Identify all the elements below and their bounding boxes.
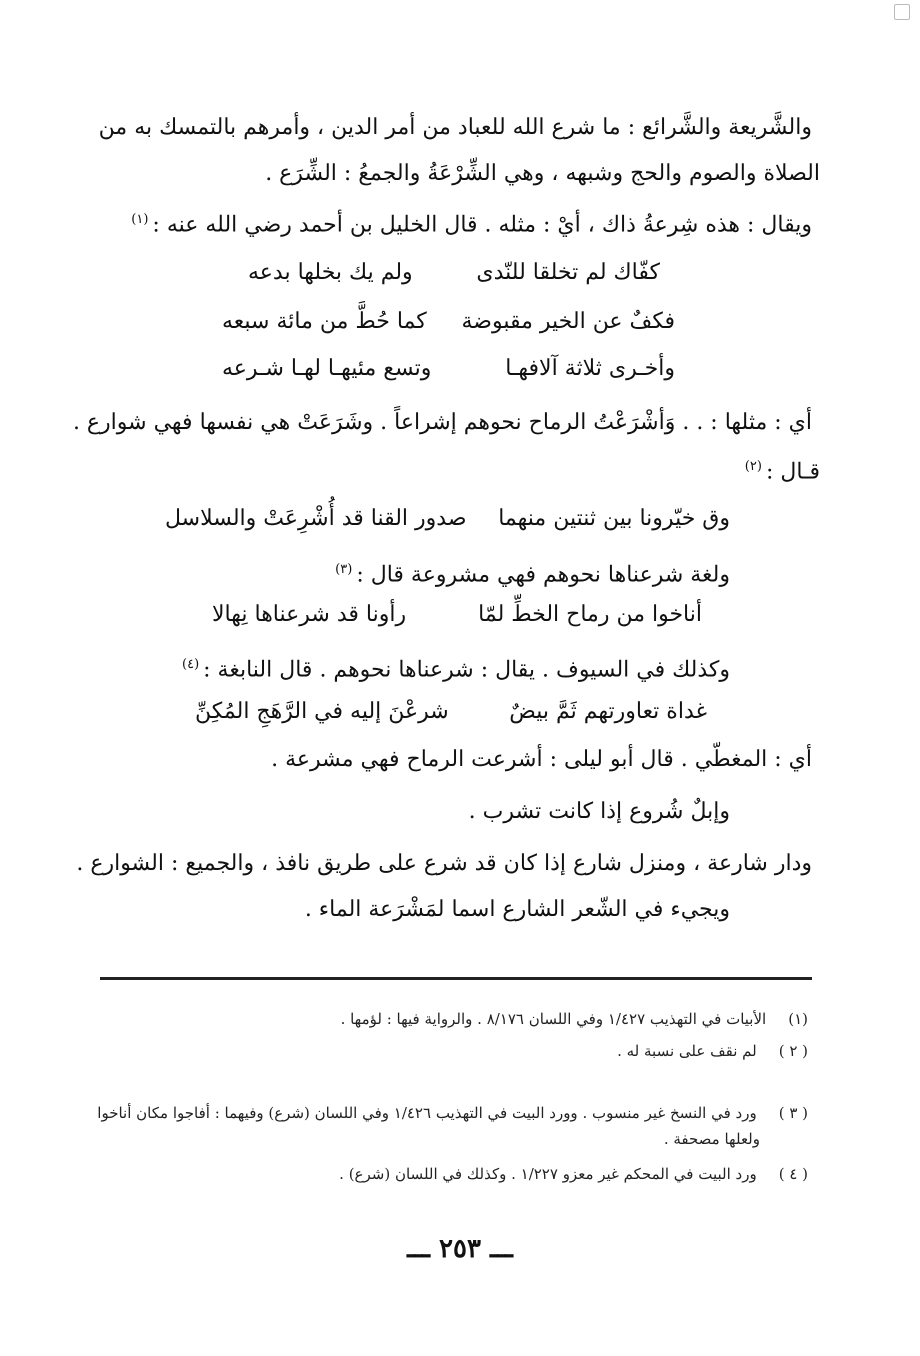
body-line [182, 650, 730, 685]
body-text: وكذلك في السيوف . يقال : شرعناها نحوهم . قال النابغة : [203, 657, 730, 683]
body-line: الصلاة والصوم والحج وشبهه ، وهي الشِّرْعَةُ والجمعُ : الشِّرَع . [265, 161, 820, 186]
body-line: والشَّريعة والشَّرائع : ما شرع الله للعباد من أمر الدين ، وأمرهم بالتمسك به من [98, 115, 812, 140]
footnote-number: ( ٢ ) [778, 1042, 808, 1060]
footnote-ref: (٢) [744, 459, 762, 474]
body-line [335, 555, 730, 590]
footnote-ref: (٣) [335, 562, 353, 577]
footnote-text: لم نقف على نسبة له . [617, 1042, 757, 1060]
footnote-text: الأبيات في التهذيب ١/٤٢٧ وفي اللسان ٨/١٧٦ . والرواية فيها : لؤمها . [340, 1010, 767, 1028]
footnote-text: ورد في النسخ غير منسوب . وورد البيت في التهذيب ١/٤٢٦ وفي اللسان (شرع) وفيهما : أفاجوا مكان أناخوا [97, 1104, 757, 1122]
corner-mark [894, 4, 910, 20]
footnote [97, 1102, 808, 1124]
footnote-divider [100, 977, 812, 980]
verse-first-hemistich: وأخـرى ثلاثة آلافهـا [505, 356, 675, 381]
verse-first-hemistich: فكفٌ عن الخير مقبوضة [461, 309, 675, 334]
page-number: ـــ ٢٥٣ ـــ [407, 1234, 513, 1264]
body-line [745, 452, 820, 487]
footnote-text: ولعلها مصحفة . [663, 1130, 760, 1148]
footnote-ref: (٤) [182, 657, 200, 672]
verse-second-hemistich: رأونا قد شرعناها نِهالا [212, 602, 407, 627]
footnote-ref: (١) [131, 212, 149, 227]
verse-first-hemistich: أناخوا من رماح الخطِّ لمّا [478, 602, 702, 627]
verse-first-hemistich: غداة تعاورتهم ثَمَّ بيضٌ [509, 699, 707, 724]
verse-second-hemistich: كما حُطَّ من مائة سبعه [222, 309, 427, 334]
footnote-number: ( ٣ ) [778, 1104, 808, 1122]
verse-second-hemistich: ولم يك بخلها بدعه [248, 260, 413, 285]
footnote [339, 1163, 808, 1185]
footnote-number: ( ٤ ) [778, 1165, 808, 1183]
body-line: أي : مثلها : . . وَأشْرَعْتُ الرماح نحوهم إشراعاً . وشَرَعَتْ هي نفسها فهي شوارع . [72, 410, 812, 435]
verse-second-hemistich: شرعْنَ إليه في الرَّهَجِ المُكِنِّ [195, 699, 449, 724]
verse-first-hemistich: كفّاك لم تخلقا للنّدى [476, 260, 660, 285]
body-text: ولغة شرعناها نحوهم فهي مشروعة قال : [356, 562, 730, 588]
verse-second-hemistich: صدور القنا قد أُشْرِعَتْ والسلاسل [165, 506, 467, 531]
body-line [131, 205, 812, 240]
body-line: ودار شارعة ، ومنزل شارع إذا كان قد شرع على طريق نافذ ، والجميع : الشوارع . [76, 851, 812, 876]
verse-first-hemistich: وق خيّرونا بين ثنتين منهما [498, 506, 730, 531]
footnote-text: ورد البيت في المحكم غير معزو ١/٢٢٧ . وكذلك في اللسان (شرع) . [339, 1165, 757, 1183]
footnote [341, 1008, 808, 1030]
body-text: قـال : [765, 459, 820, 485]
verse-second-hemistich: وتسع مئيهـا لهـا شـرعه [222, 356, 432, 381]
body-line: أي : المغطّي . قال أبو ليلى : أشرعت الرماح فهي مشرعة . [271, 747, 812, 772]
footnote-number: (١) [788, 1010, 808, 1028]
body-line: ويجيء في الشّعر الشارع اسما لمَشْرَعة الماء . [304, 897, 730, 922]
footnote-continuation [664, 1128, 760, 1150]
body-line: وإبلٌ شُروع إذا كانت تشرب . [468, 799, 730, 824]
body-text: ويقال : هذه شِرعةُ ذاك ، أيْ : مثله . قال الخليل بن أحمد رضي الله عنه : [152, 212, 812, 238]
footnote [617, 1040, 808, 1062]
